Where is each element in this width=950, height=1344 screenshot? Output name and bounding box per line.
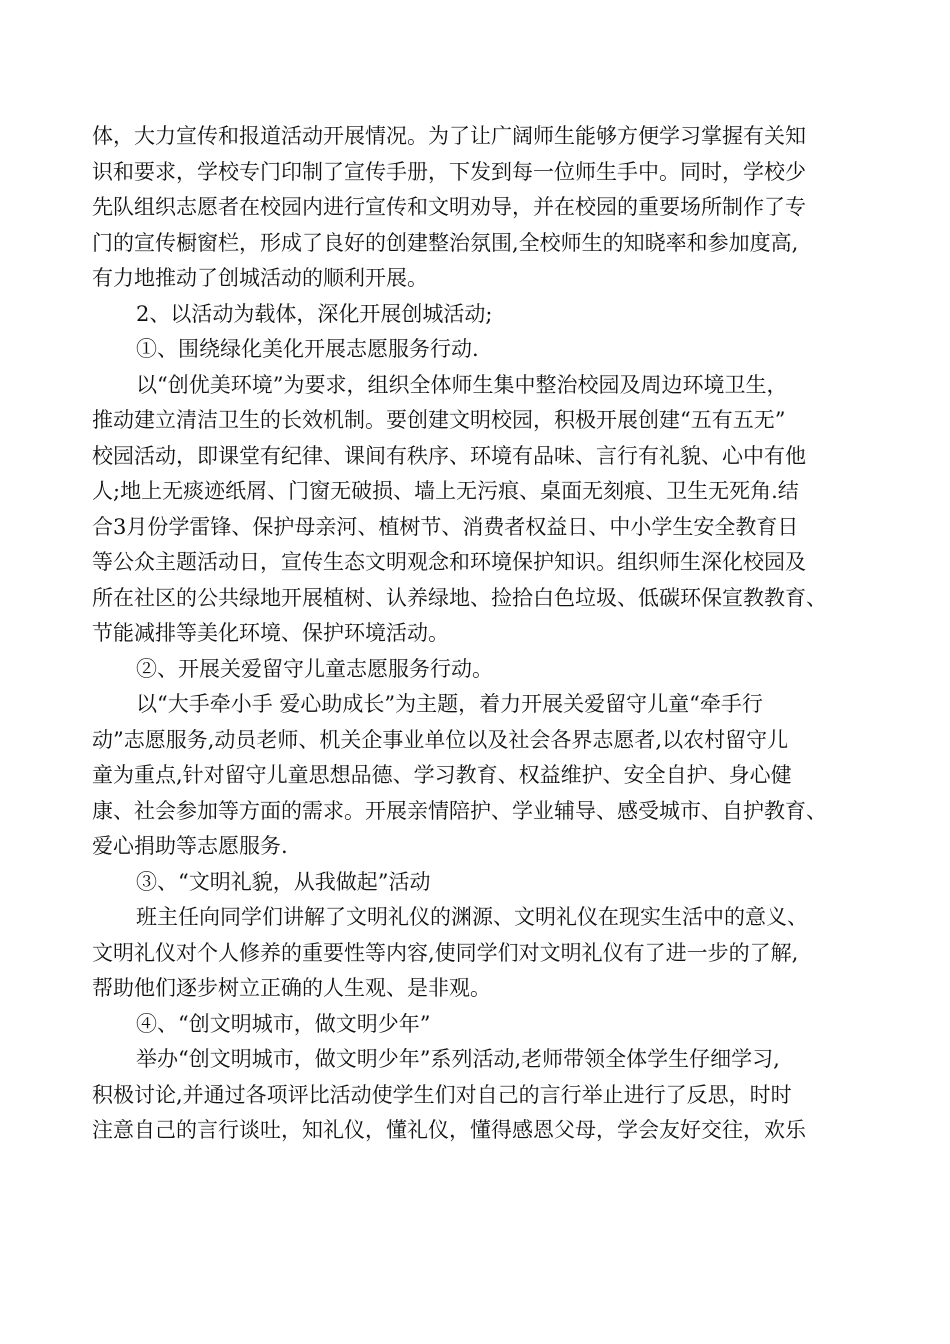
text-line: 等公众主题活动日，宣传生态文明观念和环境保护知识。组织师生深化校园及 — [92, 550, 806, 574]
text-line: 所在社区的公共绿地开展植树、认养绿地、捡拾白色垃圾、低碳环保宣教教育、 — [92, 585, 827, 610]
text-line: ③、“文明礼貌，从我做起”活动 — [136, 869, 431, 894]
document-body — [92, 119, 862, 1149]
text-line: 合3月份学雷锋、保护母亲河、植树节、消费者权益日、中小学生安全教育日 — [92, 514, 799, 539]
text-line: 推动建立清洁卫生的长效机制。要创建文明校园，积极开展创建“五有五无” — [92, 408, 786, 432]
text-line: 注意自己的言行谈吐，知礼仪，懂礼仪，懂得感恩父母，学会友好交往，欢乐 — [92, 1118, 806, 1142]
text-line: 人;地上无痰迹纸屑、门窗无破损、墙上无污痕、桌面无刻痕、卫生无死角.结 — [92, 479, 799, 503]
text-line: ④、“创文明城市，做文明少年” — [136, 1011, 431, 1036]
text-line: 识和要求，学校专门印制了宣传手册，下发到每一位师生手中。同时，学校少 — [92, 159, 806, 184]
text-line: 积极讨论,并通过各项评比活动使学生们对自己的言行举止进行了反思，时时 — [92, 1082, 792, 1107]
text-line: 帮助他们逐步树立正确的人生观、是非观。 — [92, 976, 491, 1000]
text-line: 节能减排等美化环境、保护环境活动。 — [92, 621, 449, 645]
text-line: 班主任向同学们讲解了文明礼仪的渊源、文明礼仪在现实生活中的意义、 — [136, 905, 808, 929]
text-line: 先队组织志愿者在校园内进行宣传和文明劝导，并在校园的重要场所制作了专 — [92, 195, 806, 219]
text-line: 动”志愿服务,动员老师、机关企事业单位以及社会各界志愿者,以农村留守儿 — [92, 727, 789, 752]
text-line: 体，大力宣传和报道活动开展情况。为了让广阔师生能够方便学习掌握有关知 — [92, 124, 806, 148]
text-line: 2、以活动为载体，深化开展创城活动; — [136, 301, 493, 326]
text-line: 童为重点,针对留守儿童思想品德、学习教育、权益维护、安全自护、身心健 — [92, 763, 792, 787]
text-line: 以“大手牵小手 爱心助成长”为主题，着力开展关爱留守儿童“牵手行 — [136, 692, 763, 716]
text-line: ①、围绕绿化美化开展志愿服务行动. — [136, 337, 479, 361]
text-line: 校园活动，即课堂有纪律、课间有秩序、环境有品味、言行有礼貌、心中有他 — [92, 443, 806, 468]
text-line: 爱心捐助等志愿服务. — [92, 834, 288, 858]
text-line: 有力地推动了创城活动的顺利开展。 — [92, 266, 428, 290]
text-line: 康、社会参加等方面的需求。开展亲情陪护、学业辅导、感受城市、自护教育、 — [92, 798, 827, 823]
text-line: 以“创优美环境”为要求，组织全体师生集中整治校园及周边环境卫生， — [136, 372, 788, 397]
text-line: 文明礼仪对个人修养的重要性等内容,使同学们对文明礼仪有了进一步的了解, — [92, 940, 799, 965]
text-line: 门的宣传橱窗栏，形成了良好的创建整治氛围,全校师生的知晓率和参加度高, — [92, 230, 799, 255]
text-line: 举办“创文明城市，做文明少年”系列活动,老师带领全体学生仔细学习, — [136, 1047, 780, 1071]
text-line: ②、开展关爱留守儿童志愿服务行动。 — [136, 656, 493, 681]
